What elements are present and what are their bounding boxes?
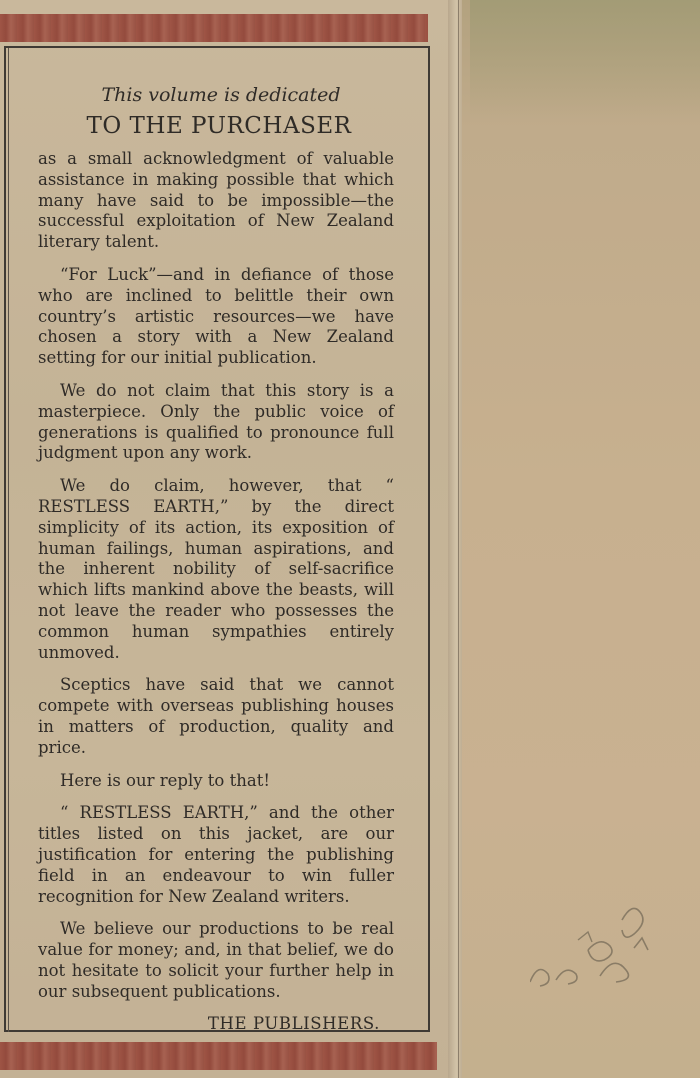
paragraph-4: We do claim, however, that “ RESTLESS EARTH,” by the direct simplicity of its action, its exposition of human failings, human aspirations, and the inherent nobility of self-sacrifice which lifts mankind above the beasts, will not leave the reader who possesses the common human sympathies entirely unmoved. xyxy=(38,476,394,662)
paragraph-2: “For Luck”—and in defiance of those who are inclined to belittle their own country’s artistic resources—we have chosen a story with a New Zealand setting for our initial publication. xyxy=(38,264,394,368)
paragraph-8: We believe our productions to be real value for money; and, in that belief, we do not hesitate to solicit your further help in our subsequent publications. xyxy=(38,919,394,1001)
paragraph-1: as a small acknowledgment of valuable assistance in making possible that which many have said to be impossible—the successful exploitation of New Zealand literary talent. xyxy=(38,149,394,252)
publisher-signature: THE PUBLISHERS. xyxy=(207,1014,380,1034)
paragraph-3: We do not claim that this story is a masterpiece. Only the public voice of generations is qualified to pronounce full judgment upon any work. xyxy=(38,380,394,463)
paragraph-6: Here is our reply to that! xyxy=(60,770,270,790)
frame-inner-rule xyxy=(8,48,9,1032)
water-stain xyxy=(470,0,700,120)
handwritten-pencil-marks xyxy=(530,880,670,990)
jacket-fold xyxy=(448,0,462,1078)
dedication-text-block xyxy=(38,84,394,1033)
top-decorative-band xyxy=(0,14,428,42)
paragraph-5: Sceptics have said that we cannot compete with overseas publishing houses in matters of production, quality and price. xyxy=(38,675,394,757)
dedication-heading: TO THE PURCHASER xyxy=(86,113,352,139)
paragraph-7: “ RESTLESS EARTH,” and the other titles listed on this jacket, are our justification for entering the publishing field in an endeavour to win fuller recognition for New Zealand writers. xyxy=(38,803,394,906)
fold-line xyxy=(458,0,459,1078)
dedication-intro: This volume is dedicated xyxy=(101,84,341,106)
bottom-decorative-band xyxy=(0,1042,437,1070)
